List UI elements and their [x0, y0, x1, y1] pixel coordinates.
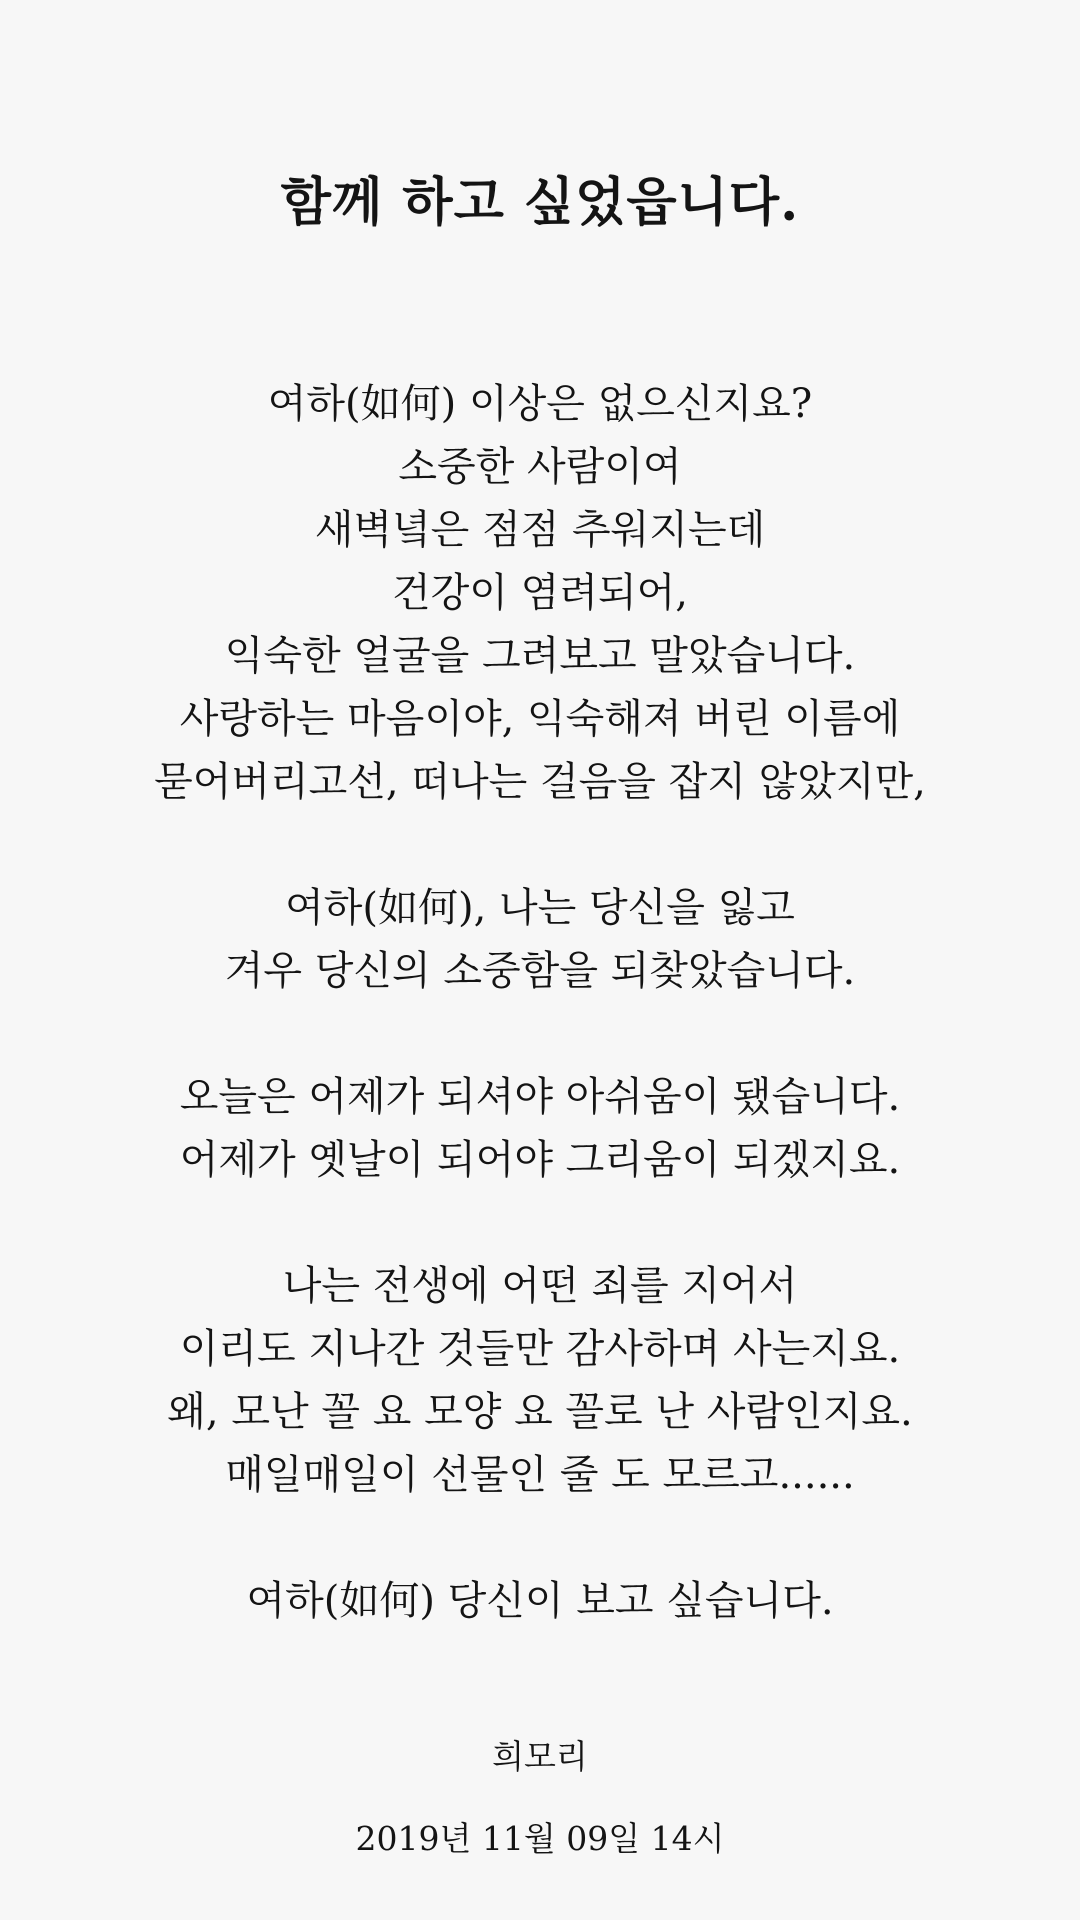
poem-line: 매일매일이 선물인 줄 도 모르고...... — [225, 1452, 855, 1498]
poem-line: 어제가 옛날이 되어야 그리움이 되겠지요. — [179, 1137, 901, 1183]
poem-line: 왜, 모난 꼴 요 모양 요 꼴로 난 사람인지요. — [167, 1389, 913, 1435]
poem-line: 이리도 지나간 것들만 감사하며 사는지요. — [179, 1326, 901, 1372]
poem-line: 사랑하는 마음이야, 익숙해져 버린 이름에 — [179, 696, 901, 742]
poem-line: 여하(如何) 당신이 보고 싶습니다. — [246, 1578, 834, 1624]
poem-line: 겨우 당신의 소중함을 되찾았습니다. — [224, 948, 856, 994]
poem-line: 익숙한 얼굴을 그려보고 말았습니다. — [224, 633, 856, 679]
stanza-4 — [0, 1255, 1080, 1507]
poem-line: 새벽녘은 점점 추워지는데 — [314, 507, 766, 553]
poem-line: 나는 전생에 어떤 죄를 지어서 — [282, 1263, 798, 1309]
author-name: 희모리 — [492, 1737, 588, 1776]
poem-line: 소중한 사람이여 — [398, 444, 682, 490]
poem-title: 함께 하고 싶었읍니다. — [280, 172, 800, 233]
poem-line: 건강이 염려되어, — [392, 570, 688, 616]
post-date: 2019년 11월 09일 14시 — [355, 1819, 725, 1858]
poem-line: 오늘은 어제가 되셔야 아쉬움이 됐습니다. — [179, 1074, 901, 1120]
stanza-1 — [0, 373, 1080, 814]
stanza-3 — [0, 1066, 1080, 1192]
poem-line: 묻어버리고선, 떠나는 걸음을 잡지 않았지만, — [154, 759, 926, 805]
stanza-2 — [0, 877, 1080, 1003]
poem-body — [0, 373, 1080, 1696]
poem-line: 여하(如何) 이상은 없으신지요? — [267, 381, 813, 427]
poem-line: 여하(如何), 나는 당신을 잃고 — [285, 885, 795, 931]
stanza-5 — [0, 1570, 1080, 1633]
